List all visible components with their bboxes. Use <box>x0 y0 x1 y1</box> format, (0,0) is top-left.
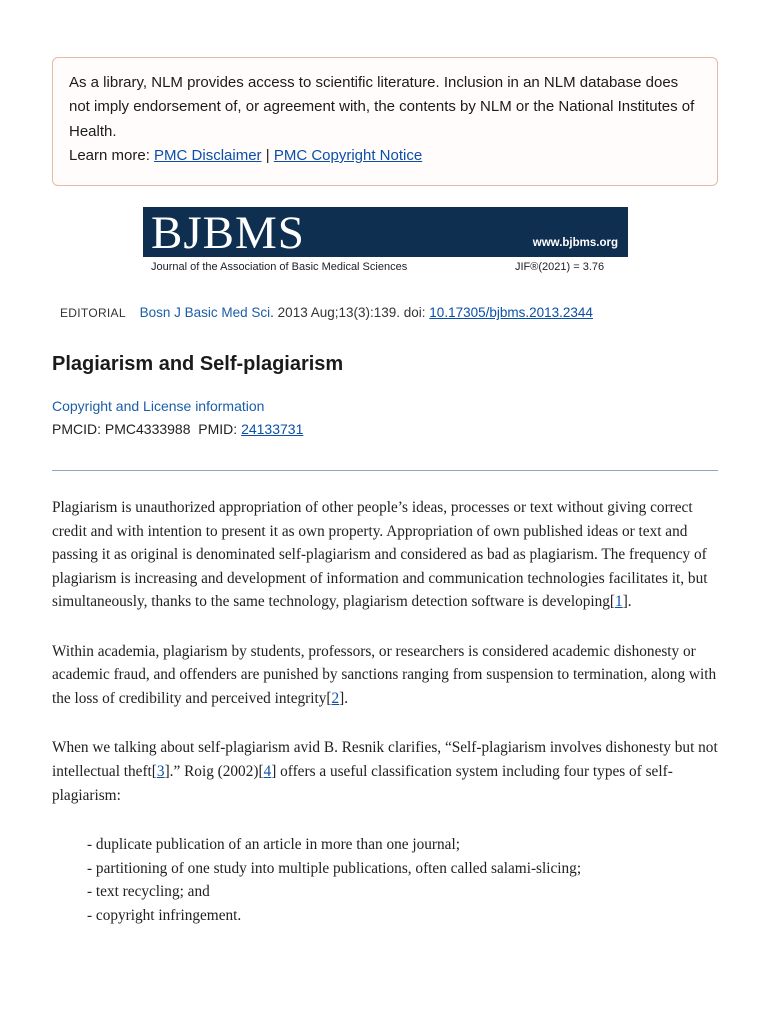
journal-impact-factor: JIF®(2021) = 3.76 <box>515 261 605 273</box>
article-title: Plagiarism and Self-plagiarism <box>52 353 344 375</box>
body-paragraph-2 <box>52 640 720 711</box>
list-item: - duplicate publication of an article in more than one journal; <box>87 835 460 853</box>
article-ids <box>52 421 303 437</box>
pmcid-label: PMCID: PMC4333988 PMID: <box>52 421 242 437</box>
pmc-disclaimer-link[interactable]: PMC Disclaimer <box>154 146 262 164</box>
journal-url: www.bjbms.org <box>532 237 618 249</box>
pmid-link[interactable]: 24133731 <box>241 421 304 437</box>
doi-link[interactable]: 10.17305/bjbms.2013.2344 <box>429 305 593 320</box>
paragraph-text: Plagiarism is unauthorized appropriation of other people’s ideas, processes or text without giving correct credit and with intention to present it as own property. Appropriation of own published ideas or text and passing it as original is denominated self-plagiarism and considered as bad as plagiarism. The frequency of plagiarism is increasing and development of information and communication technologies facilitates it, but simultaneously, thanks to the same technology, plagiarism detection software is developing[ <box>52 499 708 611</box>
disclaimer-text: As a library, NLM provides access to scientific literature. Inclusion in an NLM database does not imply endorsement of, or agreement with, the contents by NLM or the National Institutes of Health. <box>69 74 695 140</box>
list-item: - text recycling; and <box>87 883 210 901</box>
paragraph-text: ].” Roig (2002)[ <box>164 762 264 780</box>
ref-link-3[interactable]: 3 <box>156 762 165 780</box>
paragraph-text: Within academia, plagiarism by students, professors, or researchers is considered academic dishonesty or academic fraud, and offenders are punished by sanctions ranging from suspension to termination, along with the loss of credibility and perceived integrity[ <box>52 642 717 707</box>
link-separator: | <box>265 146 270 164</box>
paragraph-text: ]. <box>622 593 632 611</box>
journal-logo: BJBMS <box>151 207 305 259</box>
article-body <box>52 496 720 927</box>
list-item: - partitioning of one study into multiple publications, often called salami-slicing; <box>87 859 582 877</box>
paragraph-text: ]. <box>339 689 349 707</box>
section-divider <box>52 470 718 471</box>
ref-link-4[interactable]: 4 <box>263 762 272 780</box>
list-item: - copyright infringement. <box>87 906 242 924</box>
pmc-copyright-notice-link[interactable]: PMC Copyright Notice <box>273 146 423 164</box>
body-paragraph-3 <box>52 736 720 807</box>
journal-subtitle: Journal of the Association of Basic Medical Sciences <box>151 261 408 273</box>
copyright-license-link[interactable]: Copyright and License information <box>52 398 265 414</box>
article-citation-line <box>60 305 593 320</box>
journal-banner[interactable] <box>143 207 628 277</box>
ref-link-2[interactable]: 2 <box>331 689 340 707</box>
article-type: EDITORIAL <box>60 306 126 320</box>
body-paragraph-1 <box>52 496 720 614</box>
self-plagiarism-types-list <box>52 833 720 927</box>
nlm-disclaimer-box <box>52 57 718 186</box>
citation-text: . 2013 Aug;13(3):139. doi: <box>270 305 430 320</box>
journal-name-link[interactable]: Bosn J Basic Med Sci <box>139 305 271 320</box>
learn-more-label: Learn more: <box>69 146 150 164</box>
ref-link-1[interactable]: 1 <box>615 593 623 611</box>
paragraph-text: When we talking about self-plagiarism avid B. Resnik clarifies, “Self-plagiarism involves dishonesty but not intellectual theft[ <box>52 739 718 780</box>
paragraph-text: ] offers a useful classification system including four types of self-plagiarism: <box>52 762 673 804</box>
